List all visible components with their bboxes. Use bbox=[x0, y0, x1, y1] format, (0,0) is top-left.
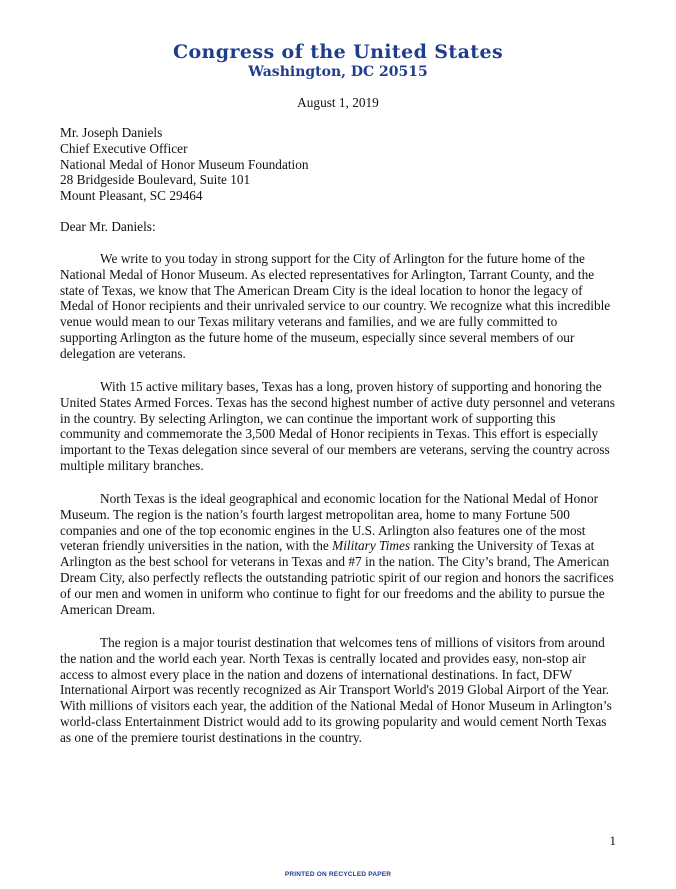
recipient-address bbox=[60, 125, 309, 204]
salutation: Dear Mr. Daniels: bbox=[60, 219, 156, 234]
recycled-paper-footer: PRINTED ON RECYCLED PAPER bbox=[284, 871, 392, 878]
letter-date: August 1, 2019 bbox=[297, 95, 379, 110]
paragraph-4-text: The region is a major tourist destination that welcomes tens of millions of visitors from around the nation and the world each year. North Texas is centrally located and provides easy, non-stop air access to almost every place in the nation and dozens of international destinations. In fact, DFW International Airport was recently recognized as Air Transport World's 2019 Global Airport of the Year. With millions of visitors each year, the addition of the National Medal of Honor Museum in Arlington’s world-class Entertainment District would add to its growing popularity and would cement North Texas as one of the premiere tourist destinations in the country. bbox=[60, 635, 612, 745]
military-times-title: Military Times bbox=[332, 538, 411, 554]
letterhead bbox=[0, 41, 676, 81]
paragraph-2-text: With 15 active military bases, Texas has a long, proven history of supporting and honoring the United States Armed Forces. Texas has the second highest number of active duty personnel and veterans in the country. By selecting Arlington, we can continue the important work of supporting this community and commemorate the 3,500 Medal of Honor recipients in Texas. This effort is especially important to the Texas delegation since several of our members are veterans, serving the country across multiple military branches. bbox=[60, 379, 615, 473]
paragraph-2 bbox=[60, 379, 616, 474]
paragraph-4 bbox=[60, 635, 616, 746]
recipient-title: Chief Executive Officer bbox=[60, 140, 188, 156]
recipient-city-state-zip: Mount Pleasant, SC 29464 bbox=[60, 188, 203, 204]
paragraph-3-part-1: North Texas is the ideal geographical and economic location for the National Medal of Honor Museum. The region is the nation’s fourth largest metropolitan area, home to many Fortune 500 companies and one of the top economic engines in the U.S. Arlington also features one of the most veteran friendly universities in the nation, with the bbox=[60, 491, 599, 554]
paragraph-3-text bbox=[60, 491, 616, 617]
recipient-organization: National Medal of Honor Museum Foundation bbox=[60, 156, 309, 172]
paragraph-3-part-2: ranking the University of Texas at Arlington as the best school for veterans in Texas and #7 in the nation. The City’s brand, The American Dream City, also perfectly reflects the outstanding patriotic spirit of our region and honors the sacrifices of our men and women in uniform who continue to fight for our freedoms and the ability to pursue the American Dream. bbox=[60, 538, 614, 617]
recipient-street: 28 Bridgeside Boulevard, Suite 101 bbox=[60, 172, 251, 188]
recipient-name: Mr. Joseph Daniels bbox=[60, 125, 163, 140]
paragraph-1-text: We write to you today in strong support for the City of Arlington for the future home of the National Medal of Honor Museum. As elected representatives for Arlington, Tarrant County, and the state of Texas, we know that The American Dream City is the ideal location to honor the legacy of Medal of Honor recipients and their unrivaled service to our country. We recognize what this incredible venue would mean to our Texas military veterans and families, and we are fully committed to supporting Arlington as the future home of the museum, especially since several members of our delegation are veterans. bbox=[60, 251, 611, 361]
paragraph-1 bbox=[60, 251, 616, 362]
page-number: 1 bbox=[609, 833, 616, 848]
letterhead-title: Congress of the United States bbox=[172, 41, 504, 63]
paragraph-3 bbox=[60, 491, 616, 617]
letterhead-subtitle: Washington, DC 20515 bbox=[248, 64, 428, 80]
